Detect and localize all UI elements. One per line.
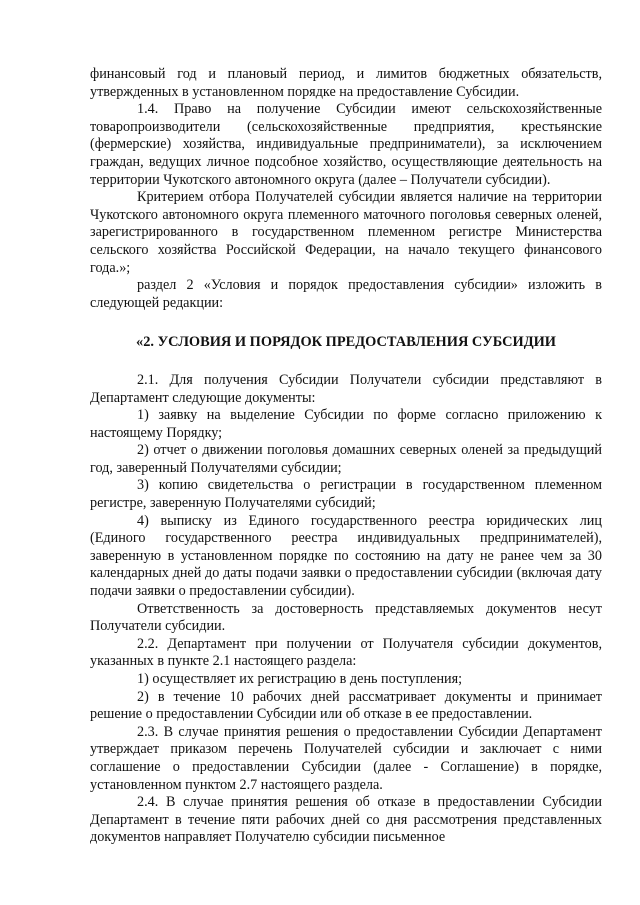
section-title: «2. УСЛОВИЯ И ПОРЯДОК ПРЕДОСТАВЛЕНИЯ СУБСИДИИ	[136, 334, 556, 351]
list-item-2-2-1: 1) осуществляет их регистрацию в день поступления;	[137, 671, 463, 687]
paragraph-responsibility: Ответственность за достоверность представляемых документов несут Получатели субсидии.	[90, 600, 602, 635]
paragraph-1-4: 1.4. Право на получение Субсидии имеют сельскохозяйственные товаропроизводители (сельскохозяйственные предприятия, крестьянские (фермерские) хозяйства, индивидуальные предприниматели), за исключением граждан, ведущих личное подсобное хозяйство, осуществляющие деятельность на территории Чукотского автономного округа (далее – Получатели субсидии).	[90, 101, 602, 188]
paragraph-2-2: 2.2. Департамент при получении от Получателя субсидии документов, указанных в пункте 2.1 настоящего раздела:	[90, 635, 602, 670]
paragraph-2-1: 2.1. Для получения Субсидии Получатели субсидии представляют в Департамент следующие документы:	[90, 371, 602, 406]
list-item-2-1-1: 1) заявку на выделение Субсидии по форме согласно приложению к настоящему Порядку;	[90, 407, 602, 441]
paragraph-selection-criterion: Критерием отбора Получателей субсидии является наличие на территории Чукотского автономного округа племенного маточного поголовья северных оленей, зарегистрированного в государственном племенном регистре Министерства сельского хозяйства Российской Федерации, на начало текущего финансового года.»;	[90, 189, 602, 276]
paragraph-2-4: 2.4. В случае принятия решения об отказе в предоставлении Субсидии Департамент в течение пяти рабочих дней со дня рассмотрения представленных документов направляет Получателю субсидии письменное	[90, 794, 602, 846]
list-item-2-2-2: 2) в течение 10 рабочих дней рассматривает документы и принимает решение о предоставлении Субсидии или об отказе в ее предоставлении.	[90, 688, 602, 723]
list-item-2-1-2: 2) отчет о движении поголовья домашних северных оленей за предыдущий год, заверенный Получателями субсидии;	[90, 442, 602, 476]
paragraph-continuation: финансовый год и плановый период, и лимитов бюджетных обязательств, утвержденных в установленном порядке на предоставление Субсидии.	[90, 66, 602, 100]
paragraph-section-2-intro: раздел 2 «Условия и порядок предоставления субсидии» изложить в следующей редакции:	[90, 277, 602, 311]
list-item-2-1-3: 3) копию свидетельства о регистрации в государственном племенном регистре, заверенную Получателями субсидий;	[90, 477, 602, 512]
document-page	[90, 66, 602, 847]
list-item-2-1-4: 4) выписку из Единого государственного реестра юридических лиц (Единого государственного реестра индивидуальных предпринимателей), заверенную в установленном порядке по состоянию на дату не ранее чем за 30 календарных дней до даты подачи заявки о предоставлении субсидии (включая дату подачи заявки о предоставлении субсидии).	[90, 512, 602, 600]
paragraph-2-3: 2.3. В случае принятия решения о предоставлении Субсидии Департамент утверждает приказом перечень Получателей субсидии и заключает с ними соглашение о предоставлении Субсидии (далее - Соглашение) в порядке, установленном пунктом 2.7 настоящего раздела.	[90, 723, 602, 793]
